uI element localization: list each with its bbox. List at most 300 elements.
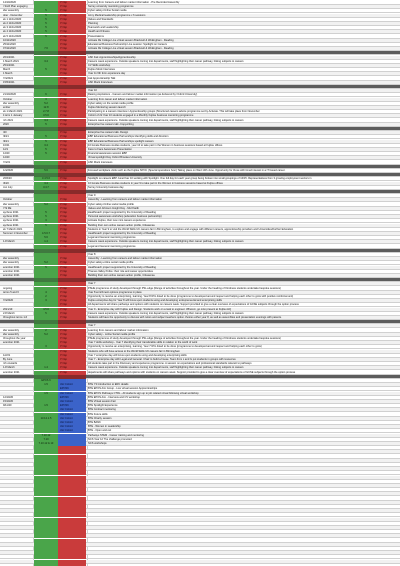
code-cell[interactable]: 5 [34,224,58,228]
code-cell[interactable]: 3.5.6 [34,114,58,118]
date-cell[interactable]: ider assembly [3,202,20,206]
description-cell[interactable]: Careers week experience. Outside speakers coming into departments, staff highlighting their career pathway, linking subjects to careers [88,240,244,244]
description-cell[interactable]: BTE Y3 Introduction to ERC details [88,383,129,387]
group-cell[interactable]: Yr Gp [58,56,86,60]
group-cell[interactable]: Yr Gp [58,47,86,51]
date-cell[interactable]: 9/11/20 [3,404,12,408]
group-cell[interactable]: Yr Gp [58,123,86,127]
description-cell[interactable]: BTE EPOS Aim - Interview and CV workshop [88,395,140,399]
group-cell[interactable]: Yr Gp [58,312,86,316]
group-cell[interactable]: Yr Gp [58,316,86,320]
description-cell[interactable]: Ask Apprenticeship Talk [88,76,116,80]
code-cell[interactable]: 7.10.12 & 13 [34,442,58,446]
date-cell[interactable]: /6/20 [3,181,9,185]
group-cell[interactable]: Yr Gp [58,270,86,274]
code-cell[interactable]: 3 [34,98,58,102]
group-cell[interactable]: Yr Gp [58,98,86,102]
description-cell[interactable]: BTE EPOS Pathways CTRL - All students sign up to job related virtual following virtual workshop [88,391,199,395]
description-cell[interactable]: Year 8 enrichment options programme in place [88,290,142,294]
description-cell[interactable]: Building their own online careers action profile, Cittasensa [88,223,155,227]
description-cell[interactable]: Surrey University business day [88,185,124,189]
date-cell[interactable]: Summer 1 November [3,232,28,235]
description-cell[interactable]: Financial awareness session EBP [88,152,128,156]
description-cell[interactable]: Cyber safety-online social media profile [88,261,134,265]
group-cell[interactable]: J&J Cohort [58,408,86,412]
group-cell[interactable]: Yr Gp [58,81,86,85]
description-cell[interactable]: BTE EPOS Aim Group - Live virtual session Apprenticeships [88,387,158,391]
code-cell[interactable]: 5 [34,35,58,39]
group-cell[interactable]: Yr Gp [58,345,86,349]
code-cell[interactable]: 2 [34,295,58,299]
code-cell[interactable]: 5 [34,148,58,152]
group-cell[interactable]: Yr Gp [58,215,86,219]
description-cell[interactable]: Careers week experience. Outside speakers coming into departments, staff highlighting their career pathway, linking subjects to careers [88,118,244,122]
date-cell[interactable]: 7/4/2021 [3,76,14,80]
date-cell[interactable]: 21/10/2020 [3,93,16,97]
code-cell[interactable]: 3.4 [34,60,58,64]
group-cell[interactable]: Yr Gp [58,358,86,362]
description-cell[interactable]: Fujitsu enterprise day for Year 8 will focus upon students using and developing entrepreneurial and enterprising skills [88,299,222,303]
description-cell[interactable]: Teamwork and Leadership [88,26,119,30]
date-cell[interactable]: throughout terms 1-6 [3,316,28,319]
group-cell[interactable]: Yr Gp [58,30,86,34]
group-cell[interactable]: Yr Gp [58,291,86,295]
group-cell[interactable]: Yr Gp [58,39,86,43]
group-cell[interactable]: Yr Gp [58,18,86,22]
code-cell[interactable]: 7.10 [34,438,58,442]
group-cell[interactable]: J&J Cohort [58,413,86,417]
date-cell[interactable]: ongoing [3,286,13,290]
date-cell[interactable]: 1 March [3,72,13,76]
description-cell[interactable]: 10 female Business studies students, year 10 to take part in the Women in business sessions based at Fujitsu offices [88,143,223,147]
description-cell[interactable]: BTE Charity session [88,416,112,420]
description-cell[interactable]: Face to Face Awareness Presentation [88,148,132,151]
group-cell[interactable]: Yr Gp [58,274,86,278]
group-cell[interactable]: Yr Gp [58,72,86,76]
date-cell[interactable]: 10/21 [3,143,10,147]
date-cell[interactable]: /20 [3,131,7,135]
date-cell[interactable]: ecember 2021 [3,269,20,273]
code-cell[interactable]: 5 [34,26,58,30]
date-cell[interactable]: / Sixth Plan engaging [3,5,28,9]
description-cell[interactable]: Values and Johnson Insight Day - Ms Khatib [88,206,139,210]
description-cell[interactable]: BTE BANK [88,421,101,424]
code-cell[interactable]: 2 [34,329,58,333]
group-cell[interactable]: J&J Cohort [58,417,86,421]
description-cell[interactable]: Cyber safety-Online social media profile [88,202,134,206]
description-cell[interactable]: BTE Contract mentoring [88,408,116,412]
group-cell[interactable]: Yr Gp [58,186,86,190]
group-cell[interactable]: Yr Gp [58,161,86,165]
description-cell[interactable]: Assembly - Learning from careers and labour market information [88,198,163,202]
description-cell[interactable]: Learning from career and labour market information [88,97,148,101]
description-cell[interactable]: Fujitsu Mock Interviews [88,68,115,72]
group-cell[interactable]: Yr Gp [58,228,86,232]
group-cell[interactable]: Yr Gp [58,333,86,337]
date-cell[interactable]: 1-8 March [3,366,15,370]
code-cell[interactable]: 4 [34,291,58,295]
code-cell[interactable]: 3.4.7 [34,186,58,190]
date-cell[interactable]: throughout the year [3,337,26,340]
description-cell[interactable]: Thames Valley Police: their role and career opportunities [88,269,153,273]
date-cell[interactable]: ider assembly [3,332,20,336]
group-cell[interactable]: EPOS6 [58,404,86,408]
date-cell[interactable]: ek 7 March 2021 [3,227,23,231]
code-cell[interactable]: 5 [34,22,58,26]
description-cell[interactable]: ASK Mock Interviews [88,80,113,84]
code-cell[interactable]: 5.6 [34,169,58,173]
code-cell[interactable]: 5 [34,14,58,18]
date-cell[interactable]: ek 2 11/11/2020 [3,22,22,25]
description-cell[interactable]: PSHE programme of study developed through PSL edge (Range of activities throughout the year. Under the heading of Kindness students undertake bespoke sessions) [88,286,281,290]
date-cell[interactable]: /9/21 [3,139,9,143]
group-cell[interactable]: Yr Gp [58,140,86,144]
description-cell[interactable]: NCS Year 12 The challenge promoted [88,437,132,441]
code-cell[interactable]: 5 [34,9,58,13]
date-cell[interactable]: ecember 2021 [3,341,20,345]
group-cell[interactable]: Yr Gp [58,148,86,152]
description-cell[interactable]: Focused workplace visits such as the Fujitsu SPOC (Special operations hour) Taking place on Wed 10th June. Opportunity for those with timed interest in a IT based career. [88,169,286,172]
date-cell[interactable]: ek 3 11/11/2020 [3,26,22,30]
group-cell[interactable]: Yr Gp [58,308,86,312]
date-cell[interactable]: March [3,68,11,72]
description-cell[interactable]: Opportunity to receive an enterprising, learning. Year 8 RVL listed to be done (programme to developed around respect and helping each other to grow with positive reinforcement) [88,295,294,298]
code-cell[interactable]: 4.5.6 [34,308,58,312]
description-cell[interactable]: BTE - Open and out [88,429,112,433]
code-cell[interactable]: 7.10.12 [34,434,58,438]
date-cell[interactable]: 2021/19 [3,307,13,311]
date-cell[interactable]: ober - December [3,13,23,17]
description-cell[interactable]: Legal and General mentoring programme [88,236,136,240]
description-cell[interactable]: Year 7 skills workshop - Year 7 identifying their transferable skills in relation to the world of work [88,341,198,345]
code-cell[interactable]: 3.4.5.6 [34,177,58,181]
group-cell[interactable]: Yr Gp [58,169,86,173]
date-cell[interactable]: terms 5 and 6 [3,290,19,294]
description-cell[interactable]: Fujitsu Mentoring session launch [88,106,126,109]
date-cell[interactable]: 12/10/20 [3,395,14,399]
description-cell[interactable]: All departments will share pathways and options with students on careers week. Support provided to give a clear overview of expectations of GCSE subjects through the option process [88,303,299,307]
date-cell[interactable]: By June [3,358,13,361]
description-cell[interactable]: Healthreach project supported by the University of Reading [88,232,156,235]
group-cell[interactable]: Yr Gp [58,261,86,265]
group-cell[interactable]: Yr Gp [58,9,86,13]
code-cell[interactable]: 5 [34,123,58,127]
code-cell[interactable]: 4.5.6.7 [34,232,58,236]
date-cell[interactable]: ek 4 11/11/2020 [3,30,22,34]
description-cell[interactable]: Participating in a careers interview / Apprenticeship groups (Structured careers advice programme set by Activate. This will take place from November [88,110,260,114]
group-cell[interactable]: Yr Gp [58,362,86,366]
group-cell[interactable]: Yr Gp [58,114,86,118]
description-cell[interactable]: EBP Educational Business Partnerships spotlight careers [88,139,154,143]
description-cell[interactable]: Learning from Careers and labour market information - Pre Recorded Assembly [88,1,180,4]
date-cell[interactable]: 10/11/2020 [3,38,16,42]
date-cell[interactable]: ek 1 11/11/2020 [3,17,22,21]
group-cell[interactable]: Yr Gp [58,257,86,261]
code-cell[interactable]: 13.12.1.5 [34,417,58,421]
group-cell[interactable]: J&J Cohort [58,425,86,429]
code-cell[interactable]: 3.4 [34,182,58,186]
date-cell[interactable]: ider assembly [3,9,20,13]
description-cell[interactable]: Values and Standards [88,17,114,21]
description-cell[interactable]: Activate FE College Live virtual session Bracknell & Wokingham - Reading [88,38,174,42]
group-cell[interactable]: Yr Gp [58,77,86,81]
group-cell[interactable]: Yr Gp [58,232,86,236]
group-cell[interactable]: Yr Gp [58,203,86,207]
group-cell[interactable]: Yr Gp [58,337,86,341]
date-cell[interactable]: rch onwards [3,362,18,366]
code-cell[interactable]: 5.2 [34,102,58,106]
description-cell[interactable]: Activate Fujitsu, their new mini careers experience [88,219,146,223]
group-cell[interactable]: J&J Cohort [58,429,86,433]
date-cell[interactable]: ay/June 2021 [3,215,19,219]
date-cell[interactable]: ek 5 11/11/2020 [3,34,22,38]
code-cell[interactable]: EPOS 6 [34,379,58,383]
date-cell[interactable]: October [3,97,13,101]
code-cell[interactable]: 5 [34,140,58,144]
description-cell[interactable]: Pathways STEM - Career training and mentoring [88,433,144,437]
group-cell[interactable]: Yr Gp [58,110,86,114]
description-cell[interactable]: All students take part in the Discovery and experience programme. A session on expectations and professional standards relevant to pathways [88,362,252,366]
group-cell[interactable]: Yr Gp [58,102,86,106]
code-cell[interactable]: 5 [34,215,58,219]
code-cell[interactable]: 5 [34,30,58,34]
description-cell[interactable]: Health and Fitness [88,30,110,34]
code-cell[interactable]: 5 [34,312,58,316]
group-cell[interactable]: Yr Gp [58,236,86,240]
code-cell[interactable]: 3.4 [34,144,58,148]
group-cell[interactable]: Yr Gp [58,64,86,68]
description-cell[interactable]: Healthreach project supported by the University of Reading [88,211,156,214]
description-cell[interactable]: Students will have the opportunity to discuss with tutors and subject teachers option choices either year 8, as well as assemblies and presentation evenings with parents. [88,316,282,319]
description-cell[interactable]: PSHE programme of study developed through PSL edge (Range of activities throughout the year. Under the heading of Kindness students undertake bespoke sessions) [88,337,281,340]
description-cell[interactable]: Army Medical leadership programme x 6 sessions [88,13,146,17]
date-cell[interactable]: 1/4/2020 [3,169,14,172]
description-cell[interactable]: Presentations [88,34,104,38]
group-cell[interactable]: Yr Gp [58,207,86,211]
group-cell[interactable]: Yr Gp [58,1,86,5]
group-cell[interactable]: Yr Gp [58,131,86,135]
date-cell[interactable]: 14/10/2020 [3,1,16,4]
description-cell[interactable]: EBP Educational Business Partnerships Identifying skills and direction [88,135,169,139]
date-cell[interactable]: 7/4/2020 [3,299,14,303]
group-cell[interactable]: Yr Gp [58,350,86,354]
code-cell[interactable]: 5 [34,68,58,72]
code-cell[interactable]: 12.8 [34,106,58,110]
group-cell[interactable]: Yr Gp [58,287,86,291]
group-cell[interactable]: Yr Gp [58,93,86,97]
group-cell[interactable]: Yr Gp [58,156,86,160]
group-cell[interactable]: Yr Gp [58,211,86,215]
date-cell[interactable]: ider assembly [3,101,20,105]
code-cell[interactable]: 5.2 [34,203,58,207]
code-cell[interactable]: 1.5 [34,392,58,396]
description-cell[interactable]: Year 7 enterprise day will focus upon students using and developing enterprising skills [88,353,187,357]
group-cell[interactable]: Yr Gp [58,240,86,244]
date-cell[interactable]: 15/5/2021 [3,80,15,84]
group-cell[interactable]: Yr Gp [58,198,86,202]
description-cell[interactable]: Year 9 - Enterprise day with Fujitsu and Design. Students work on a task to engineer. Wherein, go onto present at Fujitsu HQ [88,307,232,311]
description-cell[interactable]: Healthreach project supported by the University of Reading [88,265,156,269]
code-cell[interactable]: 5 [34,18,58,22]
description-cell[interactable]: Year 7 [88,324,96,328]
group-cell[interactable]: Yr Gp [58,43,86,47]
date-cell[interactable]: ay/June 2021 [3,219,19,223]
group-cell[interactable]: Yr Gp [58,224,86,228]
group-cell[interactable]: Yr Gp [58,182,86,186]
group-cell[interactable]: Yr Gp [58,68,86,72]
code-cell[interactable]: 3 [34,345,58,349]
code-cell[interactable]: 5 [34,152,58,156]
date-cell[interactable]: ember [3,106,11,109]
group-cell[interactable]: Yr Gp [58,14,86,18]
date-cell[interactable]: Yr9 RE [3,206,12,210]
date-cell[interactable]: 25/1/2021 [3,64,15,67]
date-cell[interactable]: 26/1/2021 [3,55,15,59]
date-cell[interactable]: 12/20 [3,156,10,160]
group-cell[interactable]: Yr Gp [58,245,86,249]
code-cell[interactable]: 5.2 [34,261,58,265]
group-cell[interactable]: Yr Gp [58,5,86,9]
description-cell[interactable]: Year 10 [88,89,97,93]
date-cell[interactable]: ecember 2021 [3,265,20,269]
date-cell[interactable]: 7/4/21 [3,160,11,164]
code-cell[interactable]: 5.6 [34,236,58,240]
description-cell[interactable]: BTE Virtual session Fair [88,400,116,403]
code-cell[interactable]: 5 [34,211,58,215]
code-cell[interactable]: 5 [34,135,58,139]
group-cell[interactable]: EPOS6 [58,396,86,400]
code-cell[interactable]: 1.4 [34,366,58,370]
description-cell[interactable]: BTE Future skills [88,412,108,416]
group-cell[interactable]: Yr Gp [58,135,86,139]
description-cell[interactable]: ASK Fair-Apprenticeships/Apprenticeship [88,55,136,59]
description-cell[interactable]: Year 9 [88,194,96,198]
date-cell[interactable]: 1-8 March [3,240,15,244]
code-cell[interactable]: 5.2 [34,333,58,337]
date-cell[interactable]: 1/2/21 [3,353,11,357]
code-cell[interactable]: 3 [34,219,58,223]
date-cell[interactable]: ecember 2021 [3,274,20,277]
date-cell[interactable]: ider assembly [3,257,20,261]
description-cell[interactable]: Careers week experience. Outside speakers coming into departments, staff highlighting their career pathway, linking subjects to careers [88,311,244,315]
date-cell[interactable]: 25/11/2020 [3,43,16,46]
group-cell[interactable]: Yr Gp [58,177,86,181]
description-cell[interactable]: Students who will have access to the World Skills UK careers fair in Birmingham [88,349,180,353]
date-cell[interactable]: 15/10/20 [3,400,14,403]
group-cell[interactable]: Yr Gp [58,354,86,358]
description-cell[interactable]: Personal awareness workshop (education business partnership) [88,215,162,219]
date-cell[interactable]: /9/21 [3,135,9,139]
code-cell[interactable]: 2.7.8 [34,110,58,114]
group-cell[interactable]: Yr Gp [58,295,86,299]
date-cell[interactable]: ider assembly [3,261,20,265]
code-cell[interactable]: 1.5 [34,383,58,387]
date-cell[interactable]: 1/21 [3,148,9,151]
description-cell[interactable]: Building their own online careers action profile, Cittasensa [88,274,155,277]
date-cell[interactable]: it term 1 January [3,114,23,118]
group-cell[interactable]: Yr Gp [58,119,86,123]
group-cell[interactable]: J&J Cohort [58,421,86,425]
description-cell[interactable]: departments will share pathways and options with students on careers week. Support provided to give a clear overview of expectations of GCSE subjects through the option process [88,370,296,374]
description-cell[interactable]: Cyber safety-Online Social media [88,9,127,13]
description-cell[interactable]: Activate FE College Live virtual session Bracknell & Wokingham - Reading [88,47,174,51]
date-cell[interactable]: 07/11/2020 [3,47,16,51]
group-cell[interactable]: EPOS6 [58,387,86,391]
group-cell[interactable]: Yr Gp [58,341,86,345]
description-cell[interactable]: Careers week experience. Outside speakers coming into departments, staff highlighting their career pathway, linking subjects to careers [88,366,244,370]
description-cell[interactable]: Year 7 - Enterprise day with Legal and General. Chair to build a house. Team from L and G put students in groups with resources [88,358,236,361]
description-cell[interactable]: Students in Year 9 to visit the World Skills UK careers fair in Birmingham, to explore and engage with different careers, apprenticeship providers and Universities/Further Education [88,227,294,231]
group-cell[interactable]: J&J Cohort [58,383,86,387]
group-cell[interactable]: Yr Gp [58,303,86,307]
description-cell[interactable]: BTE - Women in Leadership [88,425,121,429]
code-cell[interactable]: 1.4 [34,240,58,244]
description-cell[interactable]: Cohort of 22 Year 10 students engaged in a Monthly Fujitsu business mentoring programme [88,114,194,118]
date-cell[interactable]: 12/20 [3,152,10,156]
date-cell[interactable]: 1 March 2021 [3,59,19,63]
description-cell[interactable]: CV Skills workshop [88,64,111,67]
group-cell[interactable]: Yr Gp [58,22,86,26]
group-cell[interactable]: Yr Gp [58,299,86,303]
code-cell[interactable]: 5 [34,266,58,270]
description-cell[interactable]: ASK Mock interviews [88,160,113,164]
date-cell[interactable]: 26/6/20 [3,177,12,181]
description-cell[interactable]: Enterprise live careers talk -Copywriting [88,122,134,126]
date-cell[interactable]: ecember 2021 [3,370,20,374]
date-cell[interactable]: 2020 [3,122,9,126]
description-cell[interactable]: Virtual spotlight Day Oxford Brookes University [88,156,142,160]
description-cell[interactable]: Year 7 [88,282,96,286]
group-cell[interactable]: Yr Gp [58,366,86,370]
description-cell[interactable]: Cyber safety on the social media profile [88,101,134,105]
group-cell[interactable]: Yr Gp [58,266,86,270]
code-cell[interactable]: 7.6 [34,47,58,51]
description-cell[interactable]: Planning [88,22,99,25]
code-cell[interactable]: 3.4 [34,119,58,123]
date-cell[interactable]: ay/June 2021 [3,223,19,227]
description-cell[interactable]: BTE Spotlight Experience [88,404,118,408]
description-cell[interactable]: Year 8 [88,253,96,256]
code-cell[interactable]: 6 [34,93,58,97]
description-cell[interactable]: Learning from careers and labour market information [88,328,149,332]
date-cell[interactable]: 2-8 March [3,311,15,315]
date-cell[interactable]: ay/June 2021 [3,211,19,214]
group-cell[interactable]: Yr Gp [58,144,86,148]
description-cell[interactable]: Year 11 6th form experience day [88,72,126,76]
group-cell[interactable]: J&J Cohort [58,392,86,396]
date-cell[interactable]: October [3,198,13,202]
description-cell[interactable]: Cyber safety - online Social media profile [88,332,136,336]
date-cell[interactable]: Jun July [3,185,13,189]
description-cell[interactable]: Surrey university mentoring programme [88,5,134,9]
description-cell[interactable]: Assembly - Learning from careers and labour market information [88,257,163,261]
description-cell[interactable]: Spotlight on careers EBP June/Year 10 working with Spotlight. One full day for each year group being broken into small groupings of 10/15. Representatives from 3 growing employment sectors in [88,177,312,181]
date-cell[interactable]: ider assembly [3,328,20,332]
description-cell[interactable]: Careers week experience. Outside speakers coming into departments, staff highlighting their career pathway, linking subjects to careers [88,59,244,63]
group-cell[interactable]: Yr Gp [58,371,86,375]
date-cell[interactable]: rch 2021 [3,118,14,122]
description-cell[interactable]: Educational Business Partnership Live session: Spotlight on Careers [88,43,167,46]
code-cell[interactable]: 3 [34,299,58,303]
group-cell[interactable]: Yr Gp [58,26,86,30]
group-cell[interactable]: Yr Gp [58,106,86,110]
description-cell[interactable]: 10 female Business studies students in year 9 to take part in the Women in business sessions based at Fujitsu offices [88,181,223,185]
description-cell[interactable]: Opportunity to receive an enterprising, learning. Year 7 RVL listed to be done (programme to developed around respect and helping each other to grow) [88,345,262,349]
description-cell[interactable]: Enterprise live careers talk- Design [88,131,129,135]
group-cell[interactable]: Yr Gp [58,152,86,156]
code-cell[interactable]: 1.5 [34,404,58,408]
group-cell[interactable]: Yr Gp [58,35,86,39]
